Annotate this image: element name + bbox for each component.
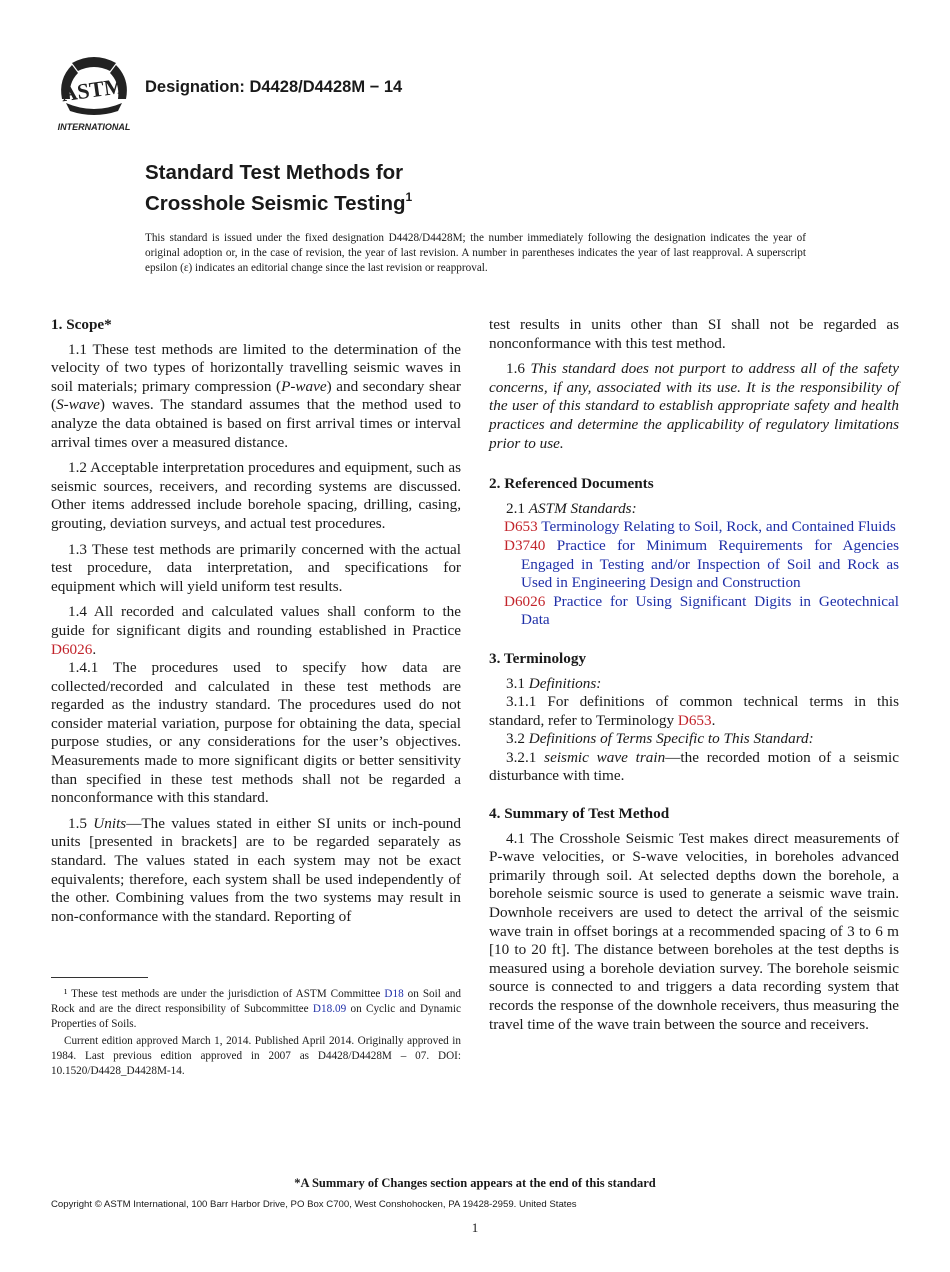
paragraph-1-6: 1.6 This standard does not purport to address all of the safety concerns, if any, associated with its use. It is the responsibility of the user of this standard to establish appropriate safety and health practices and determine the applicability of regulatory limitations prior to use.: [489, 360, 900, 452]
footnote-divider: [51, 977, 148, 978]
section-heading-scope: 1. Scope*: [51, 316, 112, 333]
summary-of-changes-note: *A Summary of Changes section appears at the end of this standard: [294, 1176, 656, 1190]
left-column: [51, 316, 461, 933]
title-footnote-marker[interactable]: 1: [405, 190, 413, 204]
reference-item[interactable]: D3740 Practice for Minimum Requirements for Agencies Engaged in Testing and/or Inspection of Soil and Rock as Used in Engineering Design and Construction: [504, 536, 900, 592]
paragraph-1-1: 1.1 These test methods are limited to the determination of the velocity of two types of horizontally travelling seismic waves in soil materials; primary compression (P-wave) and secondary shear (S-wave) waves. The standard assumes that the method used to analyze the data obtained is based on first arrival times or interval arrival times over a measured distance.: [51, 340, 461, 451]
page-title: [145, 160, 412, 216]
footnote-edition: Current edition approved March 1, 2014. Published April 2014. Originally approved in 1984. Last previous edition approved in 2007 as D4428/D4428M – 07. DOI: 10.1520/D4428_D4428M-14.: [51, 1035, 461, 1077]
copyright: Copyright © ASTM International, 100 Barr Harbor Drive, PO Box C700, West Conshohocken, PA 19428-2959. United States: [51, 1199, 577, 1210]
designation: Designation: D4428/D4428M − 14: [145, 78, 403, 96]
section-heading-terminology: 3. Terminology: [489, 649, 587, 667]
paragraph-1-4: 1.4 All recorded and calculated values shall conform to the guide for significant digits and rounding established in Practice D6026.: [51, 603, 461, 658]
reference-item[interactable]: D6026 Practice for Using Significant Digits in Geotechnical Data: [504, 592, 900, 629]
paragraph-1-5: 1.5 Units—The values stated in either SI units or inch-pound units [presented in brackets] are to be regarded separately as standard. The values stated in each system may not be exact equivalents; therefore, each system shall be used independently of the other. Combining values from the two systems may result in non-conformance with the standard. Reporting of: [51, 814, 461, 925]
right-column: [489, 316, 899, 1041]
paragraph-1-4-1: 1.4.1 The procedures used to specify how data are collected/recorded and calculated in these test methods are regarded as the industry standard. The procedures used do not consider material variation, purpose for obtaining the data, special purpose studies, or any considerations for the user’s objectives. Measurements made to more significant digits or better sensitivity than specified in these test methods shall not be regarded a nonconformance with this standard.: [51, 659, 461, 807]
section-heading-referenced-documents: 2. Referenced Documents: [489, 475, 654, 493]
paragraph-3-1-1: 3.1.1 For definitions of common technical terms in this standard, refer to Terminology D653.: [489, 693, 899, 729]
paragraph-3-2-1: 3.2.1 seismic wave train—the recorded motion of a seismic disturbance with time.: [489, 748, 900, 785]
paragraph-3-1: 3.1 Definitions:: [506, 674, 602, 692]
svg-text:ASTM: ASTM: [59, 72, 127, 107]
preamble: This standard is issued under the fixed designation D4428/D4428M; the number immediately following the designation indicates the year of original adoption or, in the case of revision, the year of last revision. A number in parentheses indicates the year of last reapproval. A superscript epsilon (ε) indicates an editorial change since the last revision or reapproval.: [145, 232, 806, 274]
paragraph-2-1: 2.1 ASTM Standards:: [506, 499, 637, 517]
paragraph-4-1: 4.1 The Crosshole Seismic Test makes direct measurements of P-wave velocities, or S-wave velocities, in boreholes advanced primarily through soil. At selected depths down the borehole, a borehole seismic source is used to generate a seismic wave train. Downhole receivers are used to detect the arrival of the seismic wave train in offset borings at a recommended spacing of 3 to 6 m [10 to 20 ft]. The distance between boreholes at the test depths is measured using a borehole deviation survey. The borehole seismic source is connected to and triggers a data recording system that records the response of the downhole receivers, thus measuring the travel time of the wave train between the source and receivers.: [489, 829, 899, 1033]
section-heading-summary: 4. Summary of Test Method: [489, 805, 670, 823]
paragraph-1-2: 1.2 Acceptable interpretation procedures and equipment, such as seismic sources, receivers, and recording systems are discussed. Other items addressed include borehole spacing, drilling, casing, grouting, deviation surveys, and actual test procedures.: [51, 459, 461, 532]
paragraph-1-3: 1.3 These test methods are primarily concerned with the actual test procedure, data interpretation, and specifications for equipment which will yield uniform test results.: [51, 540, 461, 595]
link-d6026[interactable]: D6026: [51, 640, 93, 658]
link-d18-09[interactable]: D18.09: [312, 1003, 347, 1015]
link-d18[interactable]: D18: [384, 988, 404, 1000]
astm-logo: [52, 55, 136, 133]
reference-item[interactable]: D653 Terminology Relating to Soil, Rock, and Contained Fluids: [504, 518, 896, 536]
paragraph-3-2: 3.2 Definitions of Terms Specific to This Standard:: [506, 730, 814, 748]
title-line-1: Standard Test Methods for: [145, 161, 404, 184]
logo-text-bottom: INTERNATIONAL: [57, 122, 131, 132]
title-line-2: Crosshole Seismic Testing: [145, 192, 406, 215]
link-d653[interactable]: D653: [677, 711, 712, 729]
paragraph-1-5-continued: test results in units other than SI shall not be regarded as nonconformance with this test method.: [489, 316, 899, 352]
astm-logo-icon: [52, 55, 136, 133]
page-number: 1: [471, 1220, 479, 1235]
footnote-1: ¹ These test methods are under the jurisdiction of ASTM Committee D18 on Soil and Rock and are the direct responsibility of Subcommittee D18.09 on Cyclic and Dynamic Properties of Soils.: [51, 988, 461, 1030]
footnotes: [51, 987, 461, 1081]
